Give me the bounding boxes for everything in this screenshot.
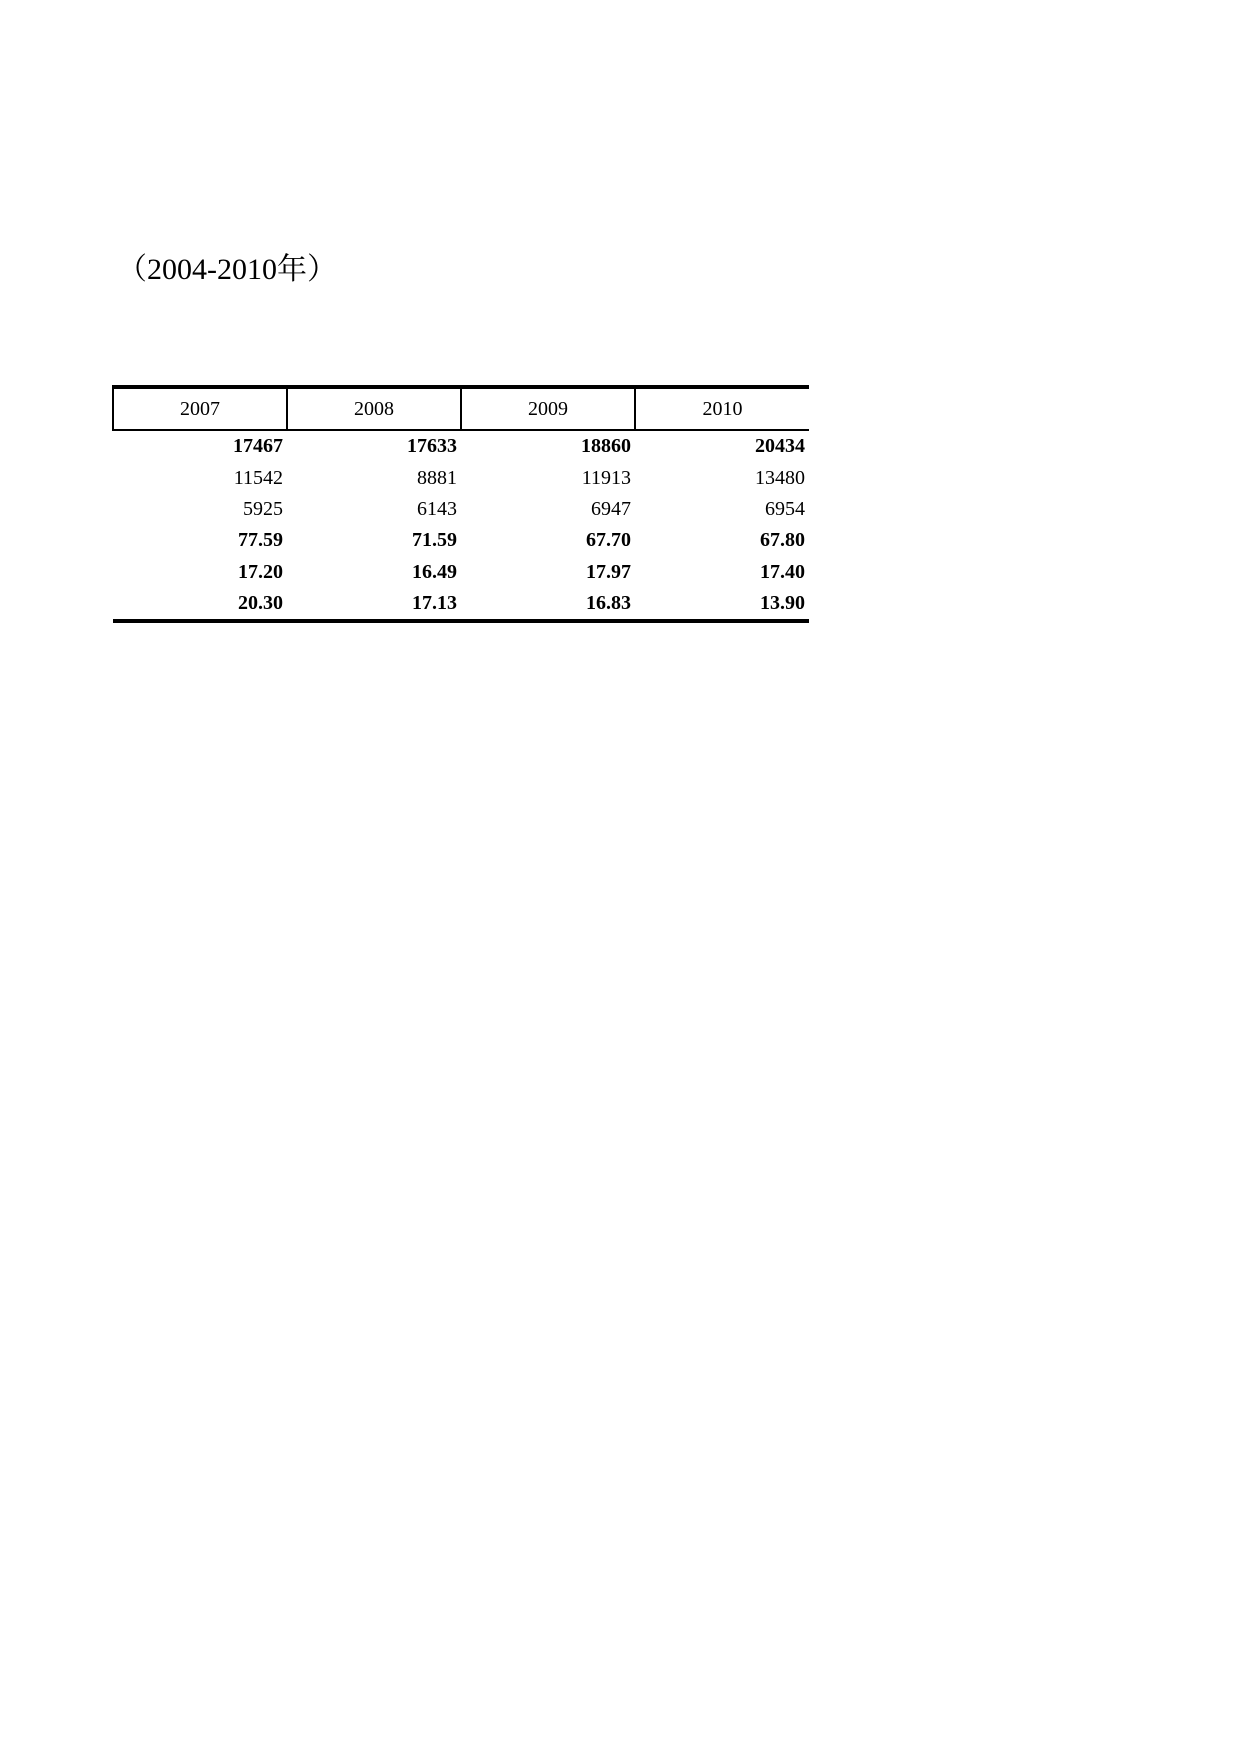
table-cell: 77.59 xyxy=(238,529,283,552)
table-cell: 6954 xyxy=(765,497,805,520)
table-cell: 17633 xyxy=(407,435,457,458)
table-cell: 18860 xyxy=(581,435,631,458)
table-cell: 67.80 xyxy=(760,529,805,552)
table-cell: 20.30 xyxy=(113,588,287,621)
table-row xyxy=(113,557,809,588)
table-row xyxy=(113,430,809,462)
table-cell: 17467 xyxy=(233,435,283,458)
column-header-2009: 2009 xyxy=(461,387,635,430)
table-cell: 17.13 xyxy=(287,588,461,621)
table-cell: 71.59 xyxy=(412,529,457,552)
table-row xyxy=(113,525,809,556)
table-header-row xyxy=(113,387,809,430)
column-header-2007: 2007 xyxy=(113,387,287,430)
data-table xyxy=(112,385,809,623)
table-cell: 8881 xyxy=(417,466,457,489)
table-cell: 11542 xyxy=(233,466,283,489)
table-cell: 13.90 xyxy=(635,588,809,621)
table-row xyxy=(113,588,809,621)
table-cell: 67.70 xyxy=(586,529,631,552)
table-cell: 5925 xyxy=(243,497,283,520)
table-row xyxy=(113,462,809,493)
table-cell: 16.49 xyxy=(412,560,457,583)
table-cell: 11913 xyxy=(581,466,631,489)
table-cell: 13480 xyxy=(755,466,805,489)
column-header-2010: 2010 xyxy=(635,387,809,430)
table-cell: 17.40 xyxy=(760,560,805,583)
page-title: （2004-2010年） xyxy=(117,253,337,286)
table-cell: 17.20 xyxy=(238,560,283,583)
table-cell: 6947 xyxy=(591,497,631,520)
table-cell: 17.97 xyxy=(586,560,631,583)
table-cell: 6143 xyxy=(417,497,457,520)
table-cell: 20434 xyxy=(755,435,805,458)
table-row xyxy=(113,494,809,525)
column-header-2008: 2008 xyxy=(287,387,461,430)
table-cell: 16.83 xyxy=(461,588,635,621)
